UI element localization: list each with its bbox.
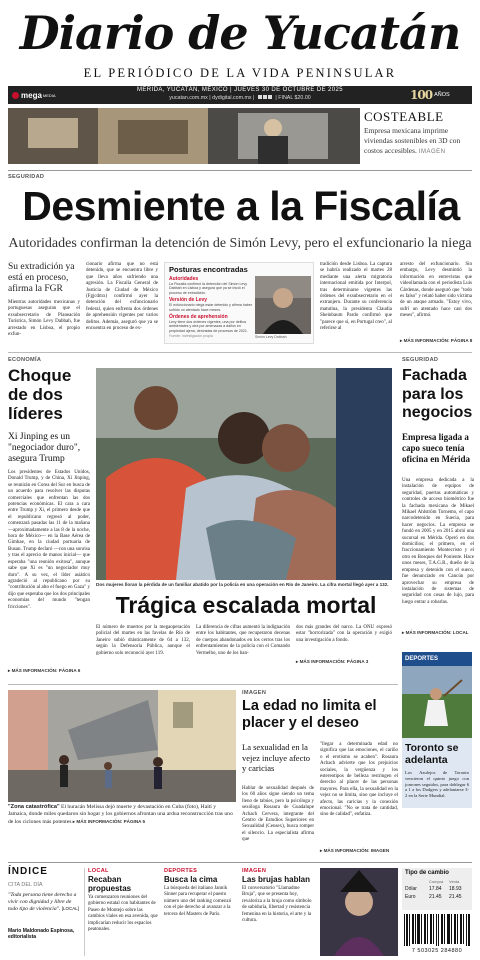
fx-cell: 21.45 xyxy=(429,894,442,900)
dateline: MÉRIDA, YUCATÁN, MÉXICO | JUEVES 30 DE OCTUBRE DE 2025 xyxy=(137,87,343,93)
instagram-icon[interactable] xyxy=(268,95,272,99)
brand-icon xyxy=(12,92,19,99)
index-item-title: Recaban propuestas xyxy=(88,875,132,893)
lead-col4: tradición desde Lisboa. La captura se habría realizado el martes 28 mediante una alerta migratoria internacional emitida por Interpol, tras determinarse vigentes las órdenes del exsubsecretario en el extranjero. Durante su conferencia matutina, la presidenta Claudia Sheinbaum Pardo confirmó que "parece que sí, en Portugal creo", al referirse al xyxy=(320,262,392,332)
infobox-item-label: Autoridades xyxy=(169,276,199,282)
fx-row xyxy=(405,886,469,892)
lead-col5: arresto del exfuncionario. Sin embargo, Levy desmintió la información en entrevistas que videollamada con el periodista Luis Cárdenas, donde aseguró que "todo es falso" y relató haber sido víctima de un ataque armado. "Estoy vivo, sufrí un atentado hace casi dos meses", afirmó. xyxy=(400,262,472,319)
anniversary-number: 100 xyxy=(410,88,433,102)
website[interactable]: yucatan.com.mx | dydigital.com.mx | xyxy=(169,95,255,101)
index-item-section: LOCAL xyxy=(88,868,109,874)
infobox-item-label: Versión de Levy xyxy=(169,297,208,304)
baseball-photo xyxy=(402,666,472,738)
fx-cell: 18.93 xyxy=(449,886,462,892)
index-divider-1 xyxy=(84,868,85,956)
sports-section: DEPORTES xyxy=(402,652,472,666)
fx-header-cell: Compra xyxy=(429,879,444,884)
infobox-item-label: Órdenes de aprehensión xyxy=(169,314,228,321)
index-item-deportes[interactable] xyxy=(164,868,236,918)
divider-top xyxy=(8,170,472,171)
teaser-text xyxy=(364,126,474,157)
barcode-bars xyxy=(402,914,472,948)
lead-col2: cionario afirma que no está detenido, que se encuentra libre y que lleva años sufriendo una agresión. La Fiscalía General de Justicia de Ciudad de México (Fgjcdmx) confirmó ayer la detención del exfuncionario federal, quien enfrenta dos órdenes de aprehensión vigentes por varios delitos. Además, aseguró que ya se encuentra en proceso de ex- xyxy=(86,262,158,332)
barcode-number: 7 503025 284880 xyxy=(411,948,463,954)
quote-label: CITA DEL DÍA xyxy=(8,882,43,888)
storm-caption xyxy=(8,804,236,826)
quote-body: "Toda persona tiene derecho a vivir con dignidad y libre de todo tipo de violencia". xyxy=(8,892,77,912)
imagen-sub-headline: La sexualidad en la vejez incluye afecto y caricias xyxy=(242,742,310,773)
teaser-photo-strip[interactable] xyxy=(8,108,360,164)
levy-photo xyxy=(255,276,311,334)
social-icons[interactable] xyxy=(258,95,272,101)
brand-name: mega xyxy=(21,90,42,100)
lead-more-info[interactable]: ▸ MÁS INFORMACIÓN: PÁGINA 8 xyxy=(400,338,473,343)
barcode xyxy=(402,914,472,956)
divider-lead xyxy=(8,352,472,353)
right-sub-headline: Empresa ligada a capo sueco tenía oficina en Mérida xyxy=(402,432,470,464)
facebook-icon[interactable] xyxy=(258,95,262,99)
web-price-line xyxy=(100,95,380,101)
center-headline[interactable]: Trágica escalada mortal xyxy=(115,592,377,618)
right-headline[interactable]: Fachada para los negocios xyxy=(402,367,473,421)
index-title: ÍNDICE xyxy=(8,866,48,877)
sports-body: Los Azulejos de Toronto vencieron el quinto juego con jonrones seguidos, para doblegar 6 a 1 a los Dodgers y adelantarse 3-2 en la Serie Mundial. xyxy=(405,770,469,799)
masthead-title: Diario de Yucatán xyxy=(19,6,461,60)
sports-box[interactable] xyxy=(402,652,472,808)
brand-logo xyxy=(12,88,56,102)
fx-header xyxy=(405,879,469,884)
index-item-imagen[interactable] xyxy=(242,868,314,924)
infobox-item xyxy=(169,297,253,312)
index-item-section: IMAGEN xyxy=(242,868,267,874)
witch-image xyxy=(320,868,398,956)
lead-section[interactable]: SEGURIDAD xyxy=(8,174,45,180)
quote-text xyxy=(8,892,82,912)
fx-cell: 17.84 xyxy=(429,886,442,892)
fx-header-cell: Venta xyxy=(449,879,460,884)
infobox-title: Posturas encontradas xyxy=(169,265,248,274)
main-photo[interactable] xyxy=(96,368,392,580)
imagen-more-info[interactable]: ▸ MÁS INFORMACIÓN: IMAGEN xyxy=(320,848,390,853)
quote-source[interactable]: [LOCAL] xyxy=(61,905,80,911)
sports-headline: Toronto se adelanta xyxy=(405,742,459,766)
infobox-item xyxy=(169,276,253,295)
quote-author: Mario Maldonado Espinosa, editorialista xyxy=(8,928,75,940)
left-sub-headline: Xi Jinping es un "negociador duro", asegura Trump xyxy=(8,432,81,464)
right-body: Una empresa dedicada a la instalación de equipos de seguridad, puertas automáticas y controles de acceso biométrico fue la fachada mexicana de Mikael Mikael Ahlström Tornemo, el capo narcodetenido en Suecia, para hacer negocios. La empresa se fundó en 2005 y en 2015 abrió una sucursal en Mérida. Operó en dos domicilios; el primero, en el fraccionamiento Montecristo y el otro en Bosques del Poniente. Hace unos meses, T.A.G.R., dueño de la empresa y detenido con el sueco, fue denunciado en Cancún por aprovechar su empresa de instalación de sistemas de seguridad con cosas de lujo, para luego entrar a robarlas. xyxy=(402,478,474,605)
teaser-photo xyxy=(8,108,360,164)
imagen-headline[interactable]: La edad no limita el placer y el deseo xyxy=(242,698,377,731)
center-col1: El número de muertos por la megaoperación policial del martes en las favelas de Río de Janeiro subió drásticamente de 64 a 132, según la Defensoría Pública, aunque el gobierno solo reconoció ayer 119. xyxy=(96,625,190,656)
main-photo-caption: Dos mujeres lloran la pérdida de un familiar abatido por la policía en una operación en Río de Janeiro. La cifra mortal llegó ayer a 132. xyxy=(96,582,389,587)
imagen-section[interactable]: IMAGEN xyxy=(242,690,267,696)
fx-title: Tipo de cambio xyxy=(405,870,449,876)
anniversary-label: AÑOS xyxy=(434,92,450,98)
imagen-col2: "llegar a determinada edad no significa que las emociones, el cariño o el erotismo se acaben". Rosaura Achach advierte que los prejuicios sociales, la vergüenza y los estereotipos de belleza restringen el derecho al placer de las personas mayores. Para ella, la sexualidad en la vejez no se limita, sino que incluye el afecto, las caricias y la conexión emocional. "No se trata de cantidad, sino de calidad", enfatiza. xyxy=(320,742,398,818)
teaser-section[interactable]: IMAGEN xyxy=(418,149,446,155)
storm-more-info[interactable]: ▸ MÁS INFORMACIÓN: PÁGINA 5 xyxy=(72,819,146,824)
infobox xyxy=(164,262,314,344)
lead-deck: Autoridades confirman la detención de Simón Levy, pero el exfuncionario la niega xyxy=(8,236,472,251)
masthead-tagline: EL PERIÓDICO DE LA VIDA PENINSULAR xyxy=(83,66,397,80)
index-item-text: La búsqueda del italiano Jannik Sinner para recuperar el puesto número uno del ranking comenzó con el pie derecho al avanzar a la tercera del Masters de París. xyxy=(164,886,232,917)
levy-photo-caption: Simón Levy Dabbah xyxy=(255,335,287,339)
index-item-local[interactable] xyxy=(88,868,160,933)
infobox-item xyxy=(169,314,253,333)
price: | FINAL $20.00 xyxy=(275,95,311,101)
index-item-text: Ya comenzaron reuniones del gobierno estatal con habitantes de Paseo de Montejo sobre las cambios viales en esa avenida, que implicarían reducir los espacios peatonales. xyxy=(88,895,158,933)
center-more-info[interactable]: ▸ MÁS INFORMACIÓN: PÁGINA 3 xyxy=(296,659,369,664)
left-more-info[interactable]: ▸ MÁS INFORMACIÓN: PÁGINA 6 xyxy=(8,668,81,673)
fx-cell: Dólar xyxy=(405,886,417,892)
fx-header-cell xyxy=(405,879,429,884)
rio-photo xyxy=(96,368,392,580)
index-item-section: DEPORTES xyxy=(164,868,198,874)
right-section[interactable]: SEGURIDAD xyxy=(402,357,439,363)
storm-caption-text: El huracán Melissa dejó muerte y devastación en Cuba (foto), Haití y Jamaica, donde miles quedaron sin hogar y los gobiernos afrontan una ardua reconstrucción tras uno de los ciclones más potentes xyxy=(8,804,233,825)
teaser-body: Empresa mexicana imprime viviendas sostenibles en 3D con costos accesibles. xyxy=(364,126,461,155)
anniversary-badge xyxy=(410,87,450,103)
index-item-text: El conversatorio "Llamadme Bruja", que se presenta hoy, revaloriza a la bruja como símbolo de sabiduría, libertad y resistencia femenina en la historia, el arte y la cultura. xyxy=(242,886,312,924)
left-section[interactable]: ECONOMÍA xyxy=(8,357,42,363)
imagen-col1: Hablar de sexualidad después de los 60 años sigue siendo un tema lleno de tabúes, pero la psicóloga y sexóloga Rosaura de Guadalupe Achach Cervera, integrante del Centro de Estudios Superiores en Sexualidad (Censex), busca romper el silencio. La especialista afirma que xyxy=(242,786,314,843)
hurricane-photo xyxy=(8,690,236,802)
left-headline[interactable]: Choque de dos líderes xyxy=(8,366,72,423)
x-icon[interactable] xyxy=(263,95,267,99)
left-body: Los presidentes de Estados Unidos, Donald Trump, y de China, Xi Jinping, se reunirán en Corea del Sur en busca de un acuerdo para resolver las disputas comerciales que enfrentan las dos potencias económicas. El cara a cara entre Trump y Xi, el primero desde que el republicano regresó al poder, comenzará pasadas las 11 de la mañana —aproximadamente a las 8 de la noche, hora de México— en la Base Aérea de Gimhae, en la ciudad portuaria de Busan. Trump declaró —con una sonrisa y tras el aprecio de manos inicial— que esperaba "una reunión exitosa", aunque sabe que Xi es "un negociador muy duro". A su vez, el líder asiático agradeció al republicano por su "contribución al alto el fuego en Gaza" y dijo que esperaba que los dos principales economías del mundo "tengan fricciones". xyxy=(8,470,90,610)
fx-box xyxy=(402,868,472,910)
teaser-title[interactable]: COSTEABLE xyxy=(364,109,444,124)
brand-sub: MEDIA xyxy=(42,92,56,98)
infobox-item-text: Levy tiene dos órdenes vigentes, una por delitos ambientales y otra por amenazas a daños en propiedad ajena, derivadas de procesos de 2021. xyxy=(169,320,248,333)
center-col3: dos más grandes del narco. La ONU expresó estar "horrorizada" con la operación y exigió una investigación a fondo. xyxy=(296,625,392,643)
index-item-title: Busca la cima xyxy=(164,875,218,884)
lead-col1: Mientras autoridades mexicanas y portuguesas aseguran que el exsubsecretario de Planeación Turística, Simón Levy Dabbah, fue arrestado en Lisboa, el propio exfun- xyxy=(8,300,80,338)
infobox-credit: Fuente: Investigación propia xyxy=(169,334,213,339)
fx-row xyxy=(405,894,469,900)
divider-mid xyxy=(8,684,398,685)
fx-cell: 21.45 xyxy=(449,894,462,900)
storm-photo[interactable] xyxy=(8,690,236,802)
lead-headline[interactable]: Desmiente a la Fiscalía xyxy=(22,183,460,229)
index-item-title: Las brujas hablan xyxy=(242,875,311,884)
infobox-item-text: La Fiscalía confirmó la detención del Simón Levy Dabbah en Lisboa y asegura que ya se inició el proceso de extradición. xyxy=(169,282,248,295)
divider-bottom xyxy=(8,862,472,863)
center-col2: La diferencia de cifras aumentó la indignación entre los habitantes, que recuperaron decenas de cuerpos abandonados en los cerros tras los enfrentamientos de la policía con el Comando Vermelho, uno de los ban- xyxy=(196,625,290,656)
right-more-info[interactable]: ▸ MÁS INFORMACIÓN: LOCAL xyxy=(402,630,469,635)
infobox-item-text: El exfuncionario niega estar detenido y afirma haber sufrido un atentado hace meses. xyxy=(169,303,253,312)
lead-sub-headline: Su extradición ya está en proceso, afirma la FGR xyxy=(8,262,75,294)
witch-photo[interactable] xyxy=(320,868,398,956)
storm-caption-title: "Zona catastrófica" xyxy=(8,804,60,810)
fx-cell: Euro xyxy=(405,894,416,900)
